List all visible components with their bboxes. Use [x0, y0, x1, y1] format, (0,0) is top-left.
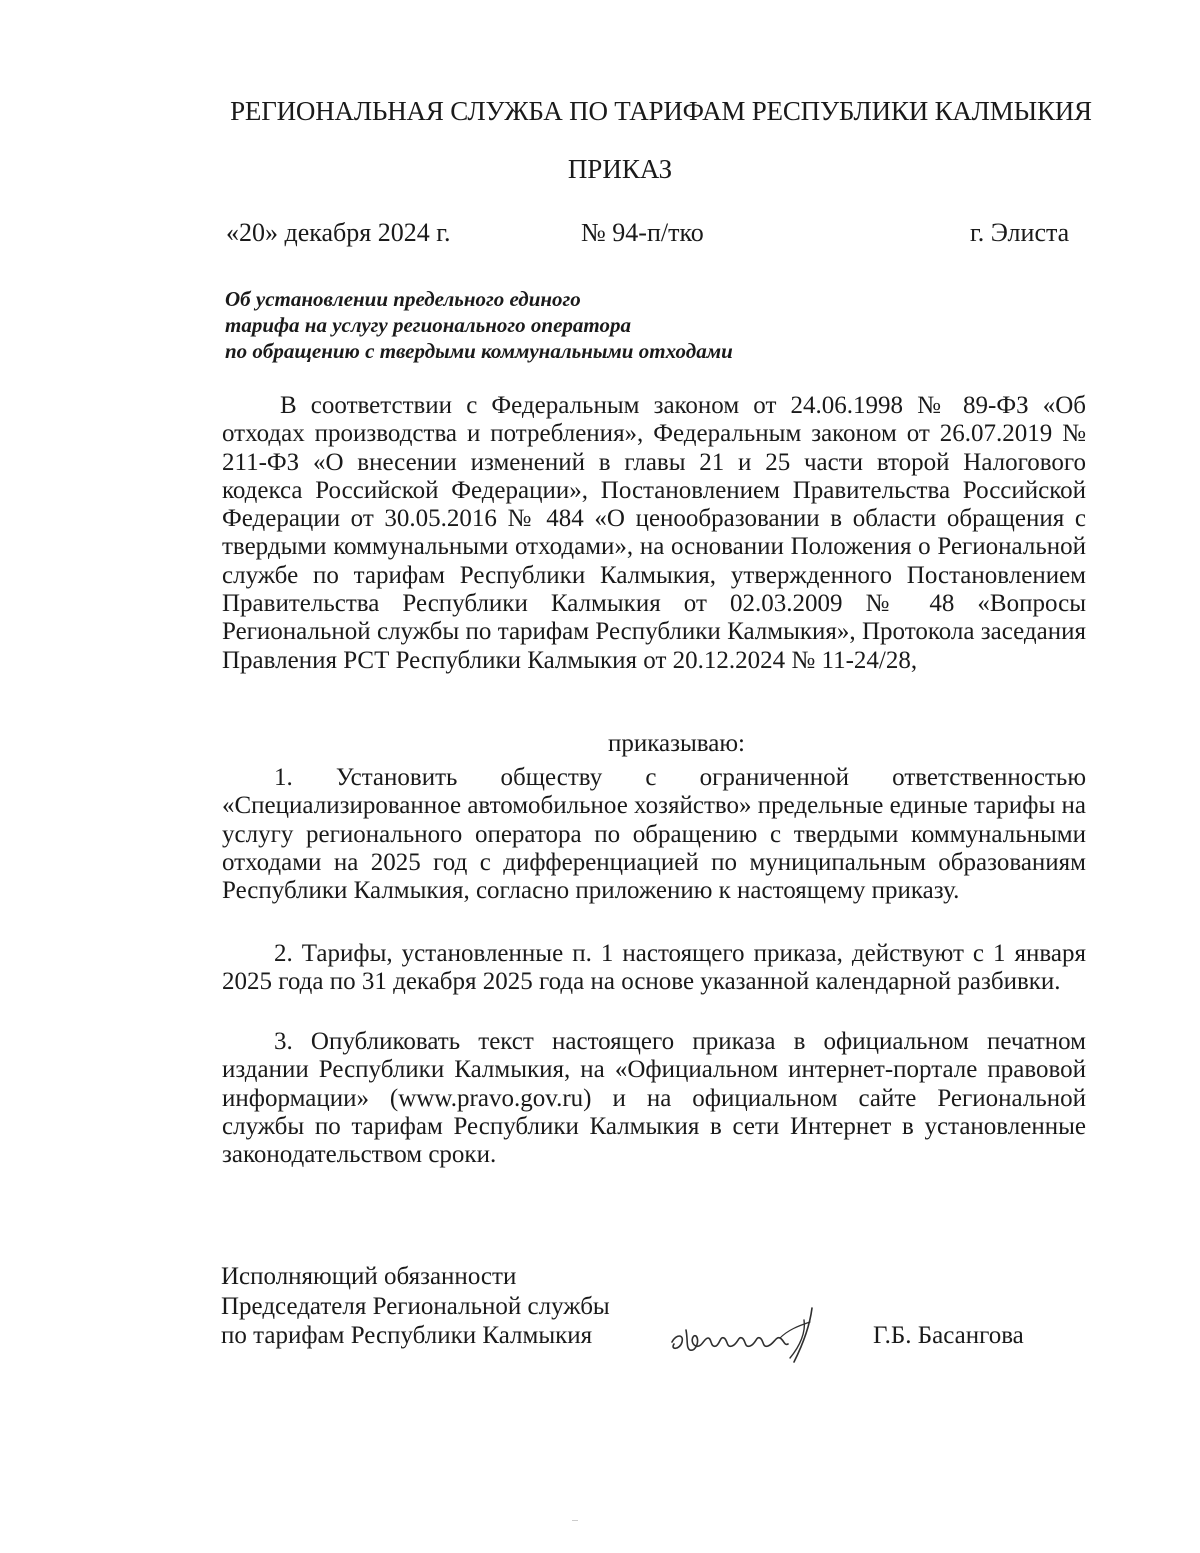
- subject-line: тарифа на услугу регионального оператора: [225, 313, 631, 337]
- order-date: «20» декабря 2024 г.: [226, 218, 451, 247]
- scan-artifact: [572, 1520, 578, 1521]
- signer-position-line: Исполняющий обязанности: [221, 1263, 517, 1290]
- signer-position-line: по тарифам Республики Калмыкия: [221, 1322, 593, 1349]
- document-type: ПРИКАЗ: [567, 154, 673, 184]
- subject-line: Об установлении предельного единого: [225, 287, 581, 311]
- signer-name: Г.Б. Басангова: [873, 1322, 1024, 1349]
- order-city: г. Элиста: [970, 218, 1070, 247]
- order-item-1: 1. Установить обществу с ограниченной ответственностью «Специализированное автомобильное хозяйство» предельные единые тарифы на услугу регионального оператора по обращению с твердыми коммунальными отходами на 2025 год с дифференциацией по муниципальным образованиям Республики Калмыкия, согласно приложению к настоящему приказу.: [222, 764, 1086, 905]
- signer-position-line: Председателя Региональной службы: [221, 1292, 610, 1320]
- signer-position: [221, 1262, 610, 1351]
- order-item-3: 3. Опубликовать текст настоящего приказа в официальном печатном издании Республики Калмыкия, на «Официальном интернет-портале правовой информации» (www.pravo.gov.ru) и на официальном сайте Региональной службы по тарифам Республики Калмыкия в сети Интернет в установленные законодательством сроки.: [222, 1028, 1086, 1169]
- order-number: № 94-п/тко: [581, 218, 704, 247]
- preamble-paragraph: В соответствии с Федеральным законом от 24.06.1998 № 89-ФЗ «Об отходах производства и потребления», Федеральным законом от 26.07.2019 № 211-ФЗ «О внесении изменений в главы 21 и 25 части второй Налогового кодекса Российской Федерации», Постановлением Правительства Российской Федерации от 30.05.2016 № 484 «О ценообразовании в области обращения с твердыми коммунальными отходами», на основании Положения о Региональной службе по тарифам Республики Калмыкия, утвержденного Постановлением Правительства Республики Калмыкия от 02.03.2009 № 48 «Вопросы Региональной службы по тарифам Республики Калмыкия», Протокола заседания Правления РСТ Республики Калмыкия от 20.12.2024 № 11-24/28,: [222, 392, 1086, 674]
- organization-title: РЕГИОНАЛЬНАЯ СЛУЖБА ПО ТАРИФАМ РЕСПУБЛИКИ КАЛМЫКИЯ: [230, 96, 1092, 126]
- order-subject: [225, 286, 733, 364]
- order-item-2: 2. Тарифы, установленные п. 1 настоящего приказа, действуют с 1 января 2025 года по 31 декабря 2025 года на основе указанной календарной разбивки.: [222, 940, 1086, 996]
- subject-line: по обращению с твердыми коммунальными отходами: [225, 339, 733, 363]
- handwritten-signature: [660, 1300, 860, 1370]
- order-word: приказываю:: [608, 730, 745, 757]
